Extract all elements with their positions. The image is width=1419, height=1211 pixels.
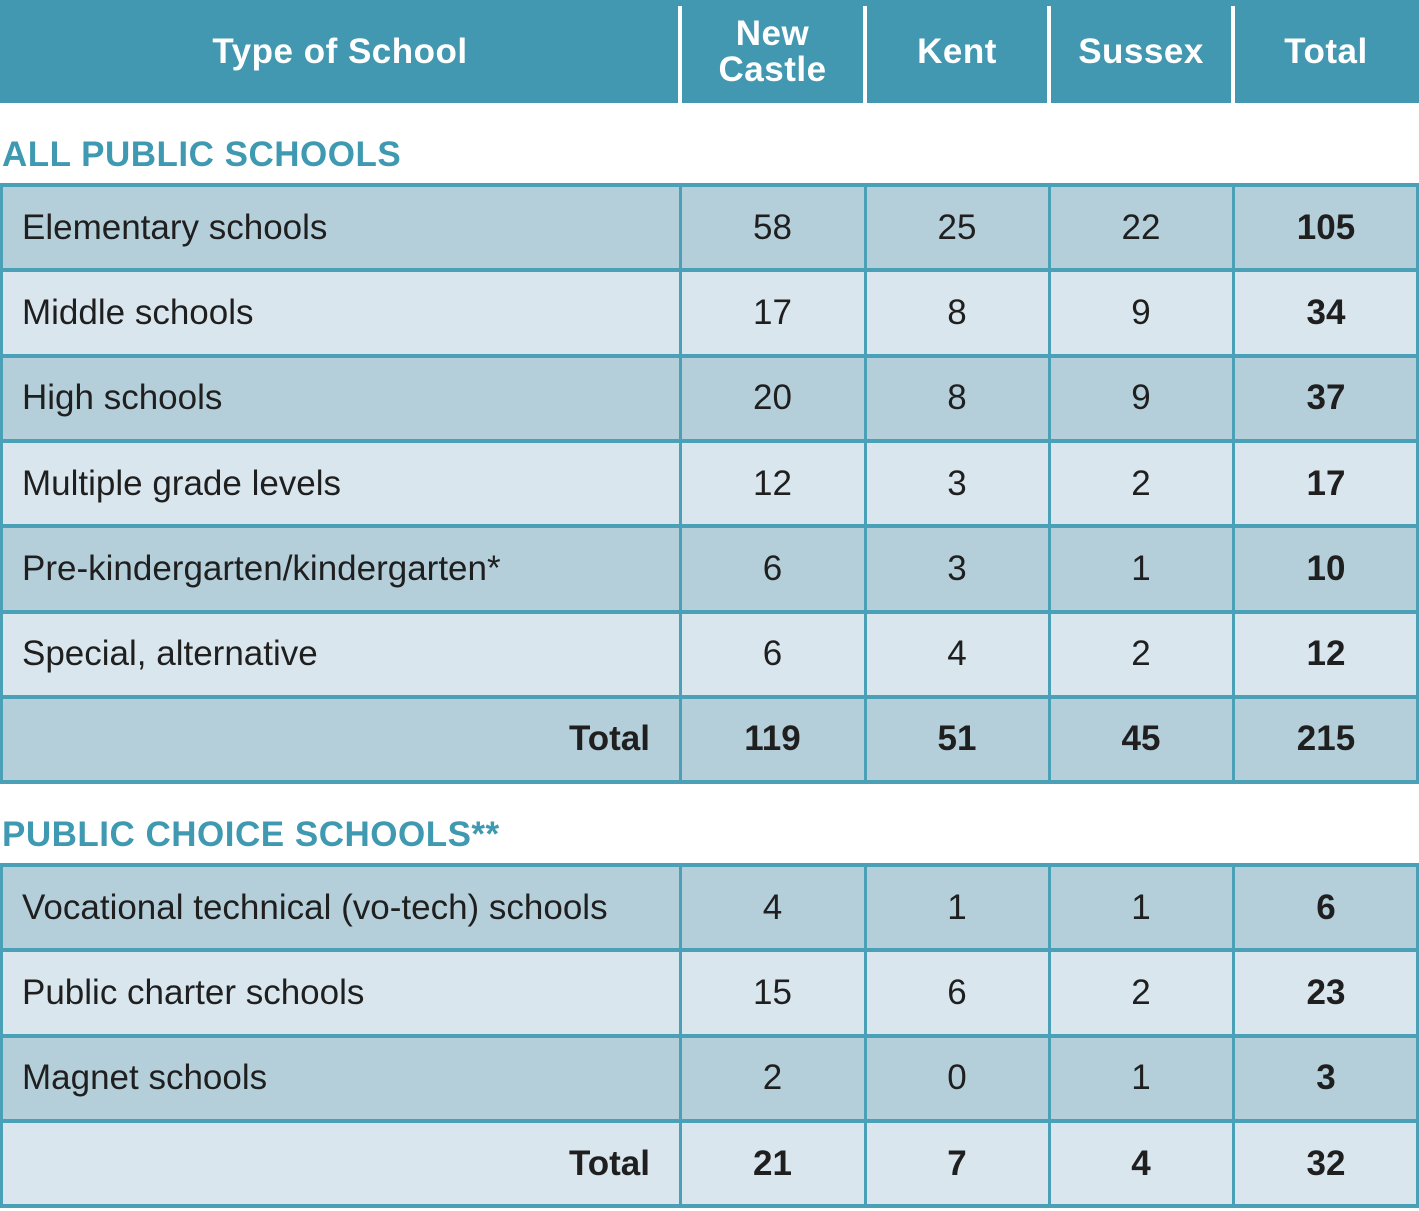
section-title: PUBLIC CHOICE SCHOOLS**: [2, 815, 500, 854]
row-total-value: 34: [1306, 292, 1346, 332]
data-value: 8: [947, 292, 967, 332]
header-divider: [1231, 6, 1235, 103]
data-value: 9: [1131, 378, 1151, 418]
data-value: 58: [753, 207, 792, 247]
column-header: Total: [1284, 31, 1368, 71]
column-header: Type of School: [212, 31, 468, 71]
data-value: 7: [947, 1143, 967, 1183]
row-label: Public charter schools: [22, 972, 365, 1012]
header-divider: [678, 6, 682, 103]
data-value: 2: [1131, 972, 1151, 1012]
data-value: 1: [1131, 1058, 1151, 1098]
row-label: Elementary schools: [22, 207, 328, 247]
data-value: 2: [762, 1058, 783, 1098]
data-value: 4: [762, 887, 783, 927]
row-label: Pre-kindergarten/kindergarten*: [22, 548, 501, 588]
data-value: 12: [753, 463, 792, 503]
row-total-value: 17: [1306, 463, 1346, 503]
data-value: 6: [762, 548, 783, 588]
total-label: Total: [568, 1143, 650, 1183]
data-value: 20: [753, 378, 792, 418]
header-divider: [1047, 6, 1051, 103]
row-total-value: 10: [1306, 548, 1346, 588]
row-total-value: 105: [1296, 207, 1356, 247]
column-header: Kent: [917, 31, 997, 71]
data-value: 1: [1131, 887, 1151, 927]
data-value: 45: [1121, 719, 1161, 759]
data-value: 119: [744, 719, 801, 759]
data-value: 4: [947, 634, 967, 674]
data-value: 21: [753, 1143, 792, 1183]
row-total-value: 23: [1306, 972, 1346, 1012]
data-value: 1: [947, 887, 967, 927]
data-value: 25: [937, 207, 977, 247]
data-value: 3: [947, 548, 967, 588]
row-total-value: 215: [1296, 719, 1356, 759]
data-value: 9: [1131, 292, 1151, 332]
row-total-value: 37: [1306, 378, 1346, 418]
total-label: Total: [568, 719, 650, 759]
data-value: 6: [762, 634, 783, 674]
column-header: New Castle: [718, 13, 827, 89]
data-value: 2: [1131, 634, 1151, 674]
data-value: 1: [1131, 548, 1151, 588]
data-value: 6: [947, 972, 967, 1012]
data-value: 17: [753, 292, 792, 332]
row-total-value: 32: [1306, 1143, 1346, 1183]
row-total-value: 12: [1306, 634, 1346, 674]
data-value: 3: [947, 463, 967, 503]
data-value: 4: [1131, 1143, 1151, 1183]
row-label: Magnet schools: [22, 1058, 268, 1098]
data-value: 0: [947, 1058, 967, 1098]
header-divider: [863, 6, 867, 103]
row-total-value: 3: [1316, 1058, 1336, 1098]
row-label: High schools: [22, 378, 223, 418]
row-label: Vocational technical (vo-tech) schools: [22, 887, 608, 927]
data-value: 51: [937, 719, 977, 759]
column-header: Sussex: [1078, 31, 1204, 71]
data-value: 22: [1121, 207, 1161, 247]
data-value: 8: [947, 378, 967, 418]
row-label: Middle schools: [22, 292, 254, 332]
row-label: Special, alternative: [22, 634, 318, 674]
data-value: 2: [1131, 463, 1151, 503]
row-total-value: 6: [1316, 887, 1336, 927]
data-value: 15: [753, 972, 792, 1012]
row-label: Multiple grade levels: [22, 463, 342, 503]
section-title: ALL PUBLIC SCHOOLS: [2, 135, 402, 174]
